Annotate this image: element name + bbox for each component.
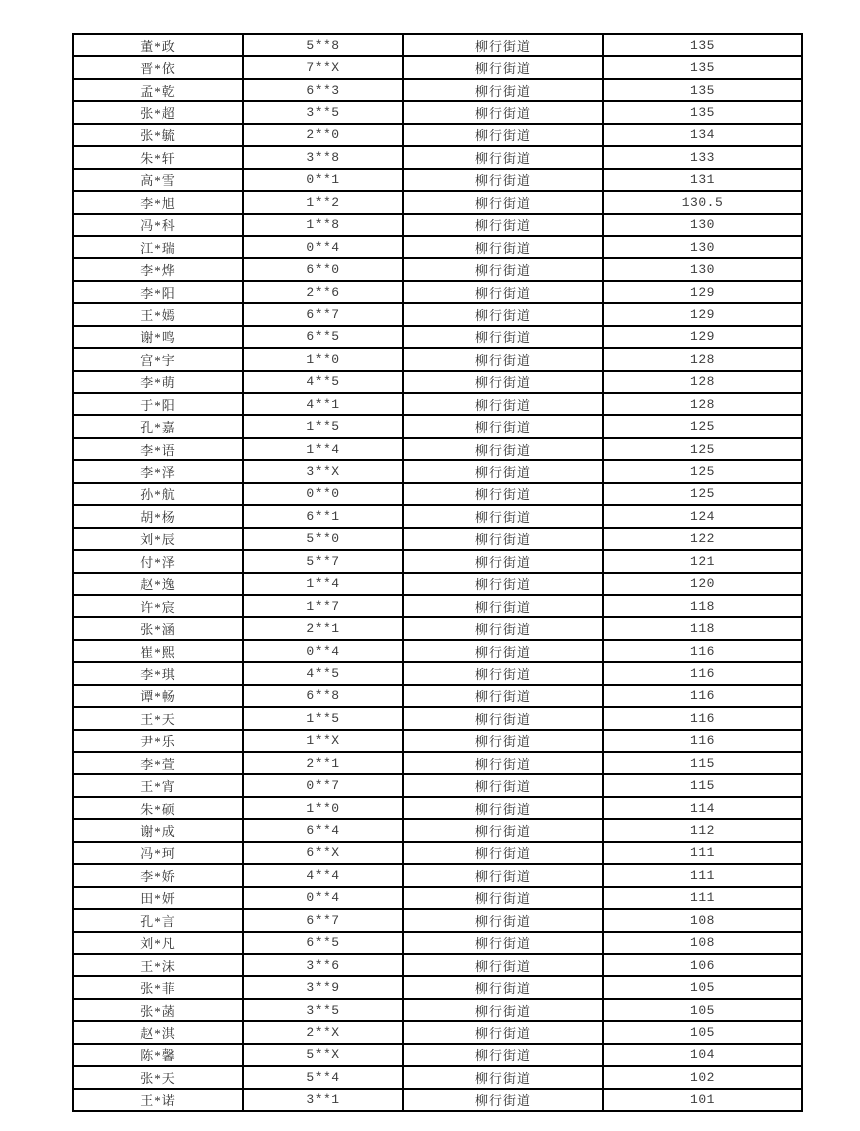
cell-name: 张*超 xyxy=(74,102,242,122)
cell-id-code: 2**1 xyxy=(244,753,402,773)
cell-name: 王*宵 xyxy=(74,775,242,795)
table-row xyxy=(74,574,801,594)
cell-name: 于*阳 xyxy=(74,394,242,414)
cell-district: 柳行街道 xyxy=(404,439,602,459)
cell-district: 柳行街道 xyxy=(404,843,602,863)
cell-district: 柳行街道 xyxy=(404,57,602,77)
cell-district: 柳行街道 xyxy=(404,215,602,235)
cell-name: 田*妍 xyxy=(74,888,242,908)
cell-name: 高*雪 xyxy=(74,170,242,190)
table-row xyxy=(74,1067,801,1087)
cell-name: 李*旭 xyxy=(74,192,242,212)
cell-score: 115 xyxy=(604,775,801,795)
cell-id-code: 2**0 xyxy=(244,125,402,145)
cell-id-code: 7**X xyxy=(244,57,402,77)
cell-score: 125 xyxy=(604,461,801,481)
table-row xyxy=(74,170,801,190)
table-row xyxy=(74,977,801,997)
cell-name: 付*泽 xyxy=(74,551,242,571)
cell-score: 129 xyxy=(604,327,801,347)
cell-district: 柳行街道 xyxy=(404,484,602,504)
table-row xyxy=(74,888,801,908)
cell-id-code: 1**7 xyxy=(244,596,402,616)
cell-name: 冯*珂 xyxy=(74,843,242,863)
cell-id-code: 6**8 xyxy=(244,686,402,706)
cell-score: 131 xyxy=(604,170,801,190)
cell-district: 柳行街道 xyxy=(404,394,602,414)
cell-score: 116 xyxy=(604,641,801,661)
cell-district: 柳行街道 xyxy=(404,237,602,257)
cell-name: 孟*乾 xyxy=(74,80,242,100)
cell-score: 116 xyxy=(604,686,801,706)
cell-score: 130 xyxy=(604,237,801,257)
cell-score: 125 xyxy=(604,416,801,436)
table-row xyxy=(74,102,801,122)
cell-id-code: 2**1 xyxy=(244,618,402,638)
cell-score: 135 xyxy=(604,80,801,100)
cell-name: 李*萱 xyxy=(74,753,242,773)
table-row xyxy=(74,282,801,302)
cell-score: 121 xyxy=(604,551,801,571)
cell-district: 柳行街道 xyxy=(404,506,602,526)
cell-name: 尹*乐 xyxy=(74,731,242,751)
table-row xyxy=(74,439,801,459)
cell-district: 柳行街道 xyxy=(404,641,602,661)
cell-name: 谢*成 xyxy=(74,820,242,840)
table-row xyxy=(74,1090,801,1110)
cell-district: 柳行街道 xyxy=(404,349,602,369)
cell-score: 128 xyxy=(604,394,801,414)
cell-name: 朱*轩 xyxy=(74,147,242,167)
table-row xyxy=(74,865,801,885)
cell-name: 张*天 xyxy=(74,1067,242,1087)
cell-id-code: 4**4 xyxy=(244,865,402,885)
cell-score: 101 xyxy=(604,1090,801,1110)
cell-id-code: 6**7 xyxy=(244,304,402,324)
table-row xyxy=(74,1000,801,1020)
cell-district: 柳行街道 xyxy=(404,775,602,795)
cell-id-code: 6**1 xyxy=(244,506,402,526)
cell-id-code: 5**7 xyxy=(244,551,402,571)
table-row xyxy=(74,327,801,347)
cell-score: 111 xyxy=(604,865,801,885)
cell-district: 柳行街道 xyxy=(404,102,602,122)
cell-id-code: 1**4 xyxy=(244,574,402,594)
cell-name: 王*诺 xyxy=(74,1090,242,1110)
cell-score: 135 xyxy=(604,35,801,55)
cell-score: 106 xyxy=(604,955,801,975)
cell-name: 李*泽 xyxy=(74,461,242,481)
table-row xyxy=(74,80,801,100)
cell-name: 李*琪 xyxy=(74,663,242,683)
table-row xyxy=(74,843,801,863)
cell-name: 张*菲 xyxy=(74,977,242,997)
cell-score: 118 xyxy=(604,596,801,616)
cell-district: 柳行街道 xyxy=(404,955,602,975)
cell-district: 柳行街道 xyxy=(404,820,602,840)
cell-score: 124 xyxy=(604,506,801,526)
cell-id-code: 6**5 xyxy=(244,933,402,953)
table-row xyxy=(74,820,801,840)
cell-name: 李*语 xyxy=(74,439,242,459)
cell-name: 孔*言 xyxy=(74,910,242,930)
cell-name: 赵*逸 xyxy=(74,574,242,594)
table-row xyxy=(74,394,801,414)
cell-score: 125 xyxy=(604,484,801,504)
cell-district: 柳行街道 xyxy=(404,35,602,55)
cell-district: 柳行街道 xyxy=(404,416,602,436)
cell-id-code: 6**X xyxy=(244,843,402,863)
cell-name: 李*娇 xyxy=(74,865,242,885)
table-row xyxy=(74,663,801,683)
cell-name: 宫*宇 xyxy=(74,349,242,369)
cell-district: 柳行街道 xyxy=(404,304,602,324)
cell-id-code: 1**X xyxy=(244,731,402,751)
table-row xyxy=(74,125,801,145)
table-row xyxy=(74,372,801,392)
table-row xyxy=(74,933,801,953)
cell-name: 谭*畅 xyxy=(74,686,242,706)
cell-id-code: 6**5 xyxy=(244,327,402,347)
cell-name: 胡*杨 xyxy=(74,506,242,526)
cell-id-code: 3**5 xyxy=(244,102,402,122)
cell-score: 128 xyxy=(604,349,801,369)
cell-id-code: 0**1 xyxy=(244,170,402,190)
cell-score: 108 xyxy=(604,933,801,953)
table-row xyxy=(74,416,801,436)
cell-score: 130 xyxy=(604,259,801,279)
table-row xyxy=(74,57,801,77)
cell-id-code: 4**5 xyxy=(244,663,402,683)
cell-id-code: 1**0 xyxy=(244,349,402,369)
table-row xyxy=(74,955,801,975)
cell-id-code: 4**5 xyxy=(244,372,402,392)
cell-id-code: 5**X xyxy=(244,1045,402,1065)
cell-id-code: 2**6 xyxy=(244,282,402,302)
cell-name: 李*萌 xyxy=(74,372,242,392)
cell-id-code: 3**8 xyxy=(244,147,402,167)
table-row xyxy=(74,753,801,773)
cell-district: 柳行街道 xyxy=(404,798,602,818)
cell-id-code: 6**3 xyxy=(244,80,402,100)
cell-name: 王*天 xyxy=(74,708,242,728)
cell-score: 135 xyxy=(604,102,801,122)
cell-name: 孙*航 xyxy=(74,484,242,504)
cell-district: 柳行街道 xyxy=(404,80,602,100)
cell-score: 111 xyxy=(604,888,801,908)
cell-score: 108 xyxy=(604,910,801,930)
cell-score: 116 xyxy=(604,663,801,683)
cell-id-code: 6**0 xyxy=(244,259,402,279)
cell-id-code: 0**0 xyxy=(244,484,402,504)
cell-id-code: 5**0 xyxy=(244,529,402,549)
cell-name: 李*烨 xyxy=(74,259,242,279)
cell-score: 135 xyxy=(604,57,801,77)
table-row xyxy=(74,237,801,257)
table-row xyxy=(74,215,801,235)
cell-district: 柳行街道 xyxy=(404,372,602,392)
cell-district: 柳行街道 xyxy=(404,977,602,997)
cell-district: 柳行街道 xyxy=(404,910,602,930)
cell-district: 柳行街道 xyxy=(404,327,602,347)
cell-id-code: 2**X xyxy=(244,1022,402,1042)
table-row xyxy=(74,798,801,818)
cell-district: 柳行街道 xyxy=(404,686,602,706)
cell-name: 王*嫣 xyxy=(74,304,242,324)
cell-id-code: 0**4 xyxy=(244,237,402,257)
cell-id-code: 3**5 xyxy=(244,1000,402,1020)
table-row xyxy=(74,529,801,549)
cell-score: 105 xyxy=(604,1000,801,1020)
table-row xyxy=(74,596,801,616)
cell-id-code: 3**X xyxy=(244,461,402,481)
cell-district: 柳行街道 xyxy=(404,529,602,549)
cell-district: 柳行街道 xyxy=(404,461,602,481)
cell-score: 116 xyxy=(604,708,801,728)
table-row xyxy=(74,461,801,481)
cell-district: 柳行街道 xyxy=(404,618,602,638)
cell-district: 柳行街道 xyxy=(404,731,602,751)
cell-score: 104 xyxy=(604,1045,801,1065)
table-row xyxy=(74,349,801,369)
cell-id-code: 0**4 xyxy=(244,888,402,908)
table-row xyxy=(74,910,801,930)
cell-id-code: 6**4 xyxy=(244,820,402,840)
table-row xyxy=(74,147,801,167)
cell-district: 柳行街道 xyxy=(404,1090,602,1110)
cell-id-code: 1**2 xyxy=(244,192,402,212)
cell-score: 112 xyxy=(604,820,801,840)
cell-name: 晋*依 xyxy=(74,57,242,77)
cell-id-code: 3**1 xyxy=(244,1090,402,1110)
cell-id-code: 0**7 xyxy=(244,775,402,795)
cell-id-code: 1**5 xyxy=(244,708,402,728)
cell-score: 134 xyxy=(604,125,801,145)
cell-score: 115 xyxy=(604,753,801,773)
table-row xyxy=(74,551,801,571)
table-row xyxy=(74,506,801,526)
cell-name: 李*阳 xyxy=(74,282,242,302)
cell-name: 陈*馨 xyxy=(74,1045,242,1065)
cell-score: 116 xyxy=(604,731,801,751)
cell-district: 柳行街道 xyxy=(404,1022,602,1042)
cell-score: 130 xyxy=(604,215,801,235)
cell-score: 125 xyxy=(604,439,801,459)
cell-district: 柳行街道 xyxy=(404,708,602,728)
cell-name: 冯*科 xyxy=(74,215,242,235)
cell-name: 刘*辰 xyxy=(74,529,242,549)
cell-score: 129 xyxy=(604,304,801,324)
cell-score: 105 xyxy=(604,1022,801,1042)
cell-score: 114 xyxy=(604,798,801,818)
cell-id-code: 5**8 xyxy=(244,35,402,55)
cell-score: 102 xyxy=(604,1067,801,1087)
table-row xyxy=(74,304,801,324)
cell-score: 105 xyxy=(604,977,801,997)
table-row xyxy=(74,618,801,638)
cell-score: 111 xyxy=(604,843,801,863)
cell-id-code: 1**8 xyxy=(244,215,402,235)
cell-district: 柳行街道 xyxy=(404,147,602,167)
cell-district: 柳行街道 xyxy=(404,125,602,145)
table-row xyxy=(74,259,801,279)
cell-id-code: 1**0 xyxy=(244,798,402,818)
cell-name: 赵*淇 xyxy=(74,1022,242,1042)
cell-name: 谢*鸣 xyxy=(74,327,242,347)
cell-district: 柳行街道 xyxy=(404,1000,602,1020)
table-row xyxy=(74,1022,801,1042)
cell-id-code: 5**4 xyxy=(244,1067,402,1087)
cell-name: 张*菡 xyxy=(74,1000,242,1020)
results-table xyxy=(72,33,803,1112)
cell-name: 孔*嘉 xyxy=(74,416,242,436)
cell-score: 128 xyxy=(604,372,801,392)
cell-district: 柳行街道 xyxy=(404,551,602,571)
cell-district: 柳行街道 xyxy=(404,192,602,212)
cell-name: 朱*硕 xyxy=(74,798,242,818)
table-row xyxy=(74,484,801,504)
cell-district: 柳行街道 xyxy=(404,170,602,190)
cell-id-code: 1**5 xyxy=(244,416,402,436)
cell-district: 柳行街道 xyxy=(404,259,602,279)
cell-district: 柳行街道 xyxy=(404,663,602,683)
cell-name: 王*沫 xyxy=(74,955,242,975)
cell-name: 张*毓 xyxy=(74,125,242,145)
cell-district: 柳行街道 xyxy=(404,574,602,594)
table-row xyxy=(74,686,801,706)
cell-score: 130.5 xyxy=(604,192,801,212)
table-row xyxy=(74,35,801,55)
cell-district: 柳行街道 xyxy=(404,888,602,908)
cell-id-code: 4**1 xyxy=(244,394,402,414)
cell-district: 柳行街道 xyxy=(404,1045,602,1065)
cell-id-code: 3**9 xyxy=(244,977,402,997)
cell-district: 柳行街道 xyxy=(404,1067,602,1087)
cell-name: 张*涵 xyxy=(74,618,242,638)
cell-name: 许*宸 xyxy=(74,596,242,616)
cell-name: 崔*熙 xyxy=(74,641,242,661)
cell-score: 120 xyxy=(604,574,801,594)
table-row xyxy=(74,192,801,212)
cell-score: 133 xyxy=(604,147,801,167)
cell-id-code: 1**4 xyxy=(244,439,402,459)
cell-district: 柳行街道 xyxy=(404,753,602,773)
cell-name: 董*政 xyxy=(74,35,242,55)
table-row xyxy=(74,775,801,795)
cell-score: 129 xyxy=(604,282,801,302)
table-row xyxy=(74,731,801,751)
cell-score: 122 xyxy=(604,529,801,549)
cell-id-code: 3**6 xyxy=(244,955,402,975)
table-row xyxy=(74,641,801,661)
cell-district: 柳行街道 xyxy=(404,865,602,885)
cell-score: 118 xyxy=(604,618,801,638)
cell-district: 柳行街道 xyxy=(404,933,602,953)
cell-district: 柳行街道 xyxy=(404,282,602,302)
cell-name: 江*瑞 xyxy=(74,237,242,257)
cell-name: 刘*凡 xyxy=(74,933,242,953)
table-row xyxy=(74,1045,801,1065)
table-row xyxy=(74,708,801,728)
cell-id-code: 6**7 xyxy=(244,910,402,930)
cell-district: 柳行街道 xyxy=(404,596,602,616)
cell-id-code: 0**4 xyxy=(244,641,402,661)
